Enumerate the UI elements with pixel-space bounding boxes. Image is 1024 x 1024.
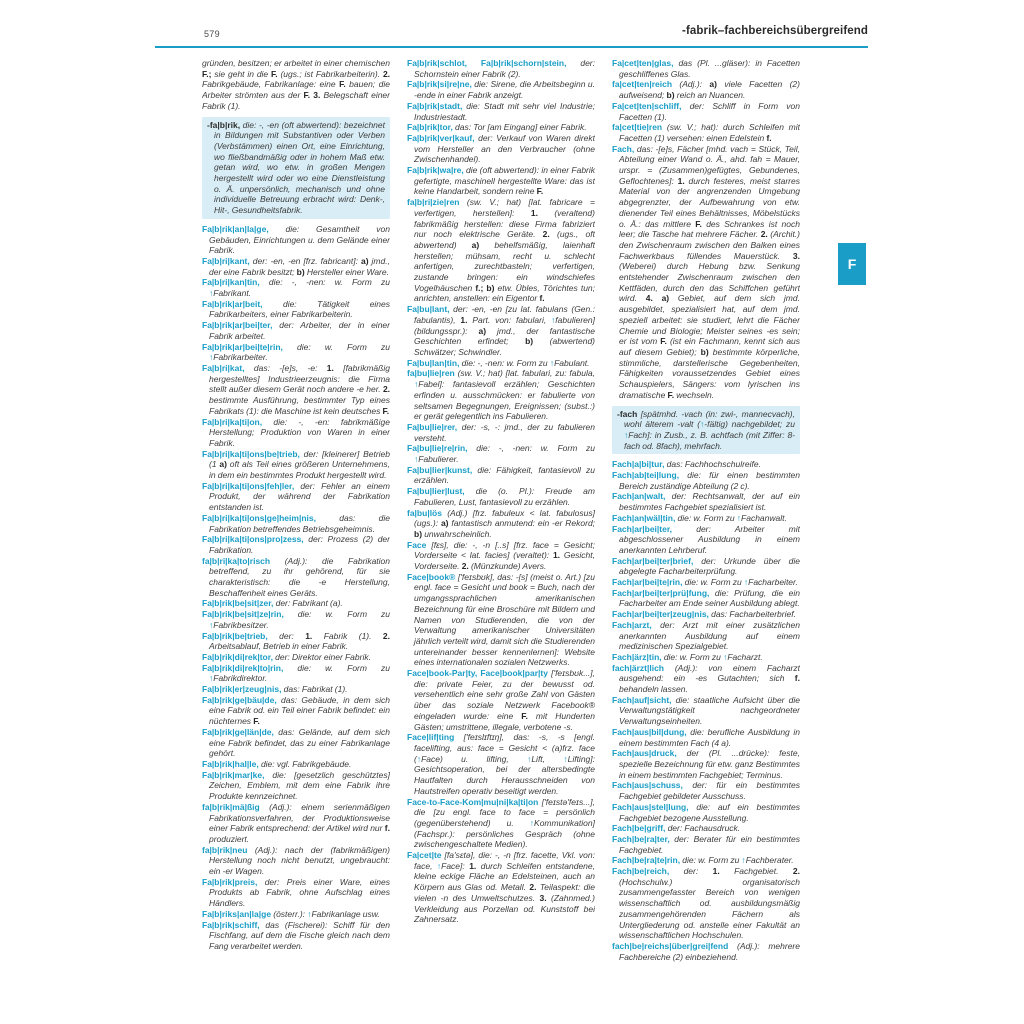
entry-body: die: Prüfung, die ein Facharbeiter am Ende seiner Ausbildung ablegt. <box>619 587 800 609</box>
dictionary-entry <box>612 513 800 524</box>
entry-headword: Fa|b|rik|ge|län|de, <box>202 726 274 737</box>
entry-body: das: Facharbeiterbrief. <box>711 609 796 620</box>
dictionary-entry <box>612 524 800 556</box>
dictionary-entry <box>202 631 390 652</box>
entry-headword: Fa|bu|lie|rer, <box>407 421 458 432</box>
entry-body: (sw. V.; hat) [lat. fabulari, zu: fabula, ↑Fabel]: fantasievoll erzählen; Geschichten erfinden u. ausschmücken: er fabulierte von seltsamen Begegnungen, Ereignissen; (subst.:) er gerät gelegentlich ins Fabulieren. <box>414 368 595 422</box>
entry-body: der: 1. Fachgebiet. 2. (Hochschulw.) organisatorisch zusammengefasster Bereich von wenigen wissenschaftlich od. ausbildungsmäßig zusammengehörenden Fächern als Untergliederung od. anstelle einer Fakultät an wissenschaftlichen Hochschulen. <box>619 866 800 941</box>
entry-headword: Fa|b|rik|si|re|ne, <box>407 79 472 90</box>
entry-headword: Fa|b|rik|be|sit|ze|rin, <box>202 609 284 620</box>
entry-body: der: Prozess (2) der Fabrikation. <box>209 534 390 555</box>
dictionary-entry <box>202 117 390 219</box>
entry-body: die: vgl. Fabrikgebäude. <box>260 759 352 769</box>
entry-headword: Fach|a|bi|tur, <box>612 459 665 470</box>
entry-body: der: Fehler an einem Produkt, der während der Fabrikation entstanden ist. <box>209 480 390 513</box>
entry-headword: Fa|b|rik|be|sit|zer, <box>202 598 274 609</box>
entry-body: die: w. Form zu ↑Fabrikbesitzer. <box>209 609 390 630</box>
entry-headword: Fa|b|rik|hal|le, <box>202 759 259 769</box>
dictionary-column-3 <box>612 58 800 1013</box>
entry-headword: Fa|b|rik|tor, <box>407 122 453 133</box>
entry-body: die: berufliche Ausbildung in einem bestimmten Fach (4 a). <box>619 726 800 748</box>
entry-body: das: Gelände, auf dem sich eine Fabrik befindet, das zu einer Fabrikanlage gehört. <box>209 726 390 759</box>
entry-headword: Fach|auf|sicht, <box>612 694 672 705</box>
dictionary-entry <box>612 577 800 588</box>
entry-body: der: Preis einer Ware, eines Produkts ab Fabrik, ohne Aufschlag eines Händlers. <box>209 876 390 909</box>
dictionary-entry <box>612 834 800 855</box>
dictionary-entry <box>202 320 390 341</box>
entry-headword: fa|bu|lös <box>407 507 442 518</box>
entry-body: das: Fachhochschulreife. <box>666 459 761 470</box>
dictionary-column-1 <box>202 58 390 1013</box>
dictionary-entry <box>407 850 595 925</box>
entry-headword: Fa|bu|lan|tin, <box>407 357 460 368</box>
entry-headword: Fach|aus|druck, <box>612 748 677 759</box>
dictionary-entry <box>202 342 390 363</box>
dictionary-entry <box>202 224 390 256</box>
dictionary-entry <box>407 572 595 668</box>
dictionary-entry <box>407 101 595 122</box>
page-number: 579 <box>204 29 220 39</box>
dictionary-entry <box>612 941 800 962</box>
dictionary-entry <box>407 358 595 369</box>
entry-body: das (Pl. ...gläser): in Facetten geschliffenes Glas. <box>619 58 800 79</box>
dictionary-entry <box>612 620 800 652</box>
entry-body: die: [gesetzlich geschütztes] Zeichen, Emblem, mit dem eine Fabrik ihre Produkte kennzeichnet. <box>209 769 390 802</box>
entry-headword: Fach|aus|bil|dung, <box>612 726 687 737</box>
entry-body: das: Tor [am Eingang] einer Fabrik. <box>455 122 587 133</box>
entry-body: die: staatliche Aufsicht über die Verwaltungstätigkeit nachgeordneter Verwaltungseinheiten. <box>619 694 800 727</box>
dictionary-entry <box>202 556 390 599</box>
entry-headword: Face|lif|ting <box>407 732 455 743</box>
entry-headword: Fa|b|ri|kat, <box>202 362 245 373</box>
entry-headword: Face|book-Par|ty, Face|book|par|ty <box>407 668 548 679</box>
dictionary-entry <box>407 197 595 304</box>
dictionary-entry <box>612 101 800 122</box>
entry-body: die: w. Form zu ↑Fabrikdirektor. <box>209 662 390 684</box>
entry-headword: Fach|ar|bei|ter|zeug|nis, <box>612 609 709 620</box>
entry-headword: Face <box>407 539 427 550</box>
entry-headword: Fach|ar|bei|ter|brief, <box>612 555 694 566</box>
dictionary-columns <box>202 58 800 1013</box>
entry-headword: Fa|b|rik|be|trieb, <box>202 630 268 641</box>
entry-body: [fa'sɛtə], die: -, -n [frz. facette, Vkl. von: face, ↑Face]: 1. durch Schleifen entstandene, kleine eckige Fläche an Edelsteinen, auch an Körpern aus Glas od. Metall. 2. Teilaspekt: die vielen -n des Umweltschutzes. 3. (Zahnmed.) Verkleidung aus Porzellan od. Kunststoff bei Zahnersatz. <box>414 850 595 925</box>
entry-headword: Fa|b|ri|ka|ti|ons|feh|ler, <box>202 480 295 491</box>
entry-headword: fa|b|rik|neu <box>202 844 248 855</box>
dictionary-entry <box>612 866 800 941</box>
section-letter-tab <box>838 243 866 285</box>
dictionary-entry <box>612 802 800 823</box>
entry-body: die: auf ein bestimmtes Fachgebiet bezogene Ausstellung. <box>619 801 800 823</box>
entry-headword: Fa|bu|lier|kunst, <box>407 464 473 475</box>
dictionary-entry <box>202 609 390 630</box>
entry-headword: Face-to-Face-Kom|mu|ni|ka|ti|on <box>407 796 539 807</box>
dictionary-entry <box>407 486 595 507</box>
entry-body: die: -, -en: fabrikmäßige Herstellung; Produktion von Waren in einer Fabrik. <box>209 416 390 448</box>
entry-body: der: -s, -: jmd., der zu fabulieren versteht. <box>414 421 595 443</box>
entry-body: (sw. V.; hat) [lat. fabricare = verfertigen, herstellen]: 1. (veraltend) fabrikmäßig herstellen: diese Firma fabriziert nur noch elektrische Geräte. 2. (ugs., oft abwertend) a) behelfsmäßig, laienhaft herstellen; mühsam, recht u. schlecht anfertigen, zurechtbasteln; verfertigen, zustande bringen: ein windschiefes Vogelhäuschen f.; b) etw. Übles, Törichtes tun; anrichten, anstellen: ein Eigentor f. <box>414 197 595 304</box>
dictionary-entry <box>612 58 800 79</box>
entry-body: (Adj.): einem serienmäßigen Fabrikationsverfahren, der Produktionsweise einer Fabrik entsprechend: der Artikel wird nur f. produziert. <box>209 801 390 844</box>
entry-headword: Fa|b|rik|di|rek|tor, <box>202 651 273 662</box>
entry-headword: Fa|cet|ten|schliff, <box>612 100 682 111</box>
header-rule <box>155 46 868 48</box>
dictionary-entry <box>407 797 595 851</box>
dictionary-entry <box>612 406 800 455</box>
entry-body: die: für einen bestimmten Bereich zuständige Abteilung (2 c). <box>619 470 800 491</box>
entry-headword: Fach|ar|bei|te|rin, <box>612 577 683 588</box>
entry-body: der: Fachausdruck. <box>667 823 741 834</box>
entry-body: der: Berater für ein bestimmtes Fachgebiet. <box>619 833 800 855</box>
entry-headword: Fa|b|rik|an|la|ge, <box>202 223 269 234</box>
dictionary-entry <box>202 877 390 909</box>
entry-headword: Fach|arzt, <box>612 619 652 630</box>
entry-body: der: 1. Fabrik (1). 2. Arbeitsablauf, Betrieb in einer Fabrik. <box>209 630 390 652</box>
dictionary-entry <box>612 748 800 780</box>
entry-headword: Fa|bu|lant, <box>407 304 450 315</box>
entry-headword: Fa|b|ri|ka|ti|ons|be|trieb, <box>202 448 300 459</box>
entry-body: die: Tätigkeit eines Fabrikarbeiters, einer Fabrikarbeiterin. <box>209 298 390 320</box>
entry-body: die (oft abwertend): in einer Fabrik gefertigte, maschinell hergestellte Ware: das ist keine Handarbeit, sondern reine F. <box>414 165 595 197</box>
dictionary-entry <box>202 481 390 513</box>
dictionary-entry <box>612 122 800 143</box>
entry-headword: Fach|be|griff, <box>612 823 666 834</box>
entry-body: die: w. Form zu ↑Facharbeiter. <box>684 577 798 588</box>
entry-headword: Fa|b|rik|er|zeug|nis, <box>202 684 282 695</box>
entry-headword: Fa|bu|lie|re|rin, <box>407 443 468 454</box>
dictionary-entry <box>202 277 390 298</box>
dictionary-entry <box>612 588 800 609</box>
entry-headword: Fa|b|ri|kant, <box>202 255 250 266</box>
entry-body: (Adj.): von einem Facharzt ausgehend: ein -es Gutachten; sich f. behandeln lassen. <box>619 662 800 695</box>
dictionary-entry <box>407 508 595 540</box>
entry-headword: Fach, <box>612 143 635 154</box>
entry-headword: Fach|an|walt, <box>612 491 666 502</box>
dictionary-entry <box>202 920 390 952</box>
entry-body: die: w. Form zu ↑Fachberater. <box>682 855 794 866</box>
dictionary-entry <box>202 363 390 417</box>
entry-headword: Fach|be|ra|te|rin, <box>612 855 681 866</box>
dictionary-entry <box>202 684 390 695</box>
entry-body: gründen, besitzen; er arbeitet in einer chemischen F.; sie geht in die F. (ugs.; ist Fabrikarbeiterin). 2. Fabrikgebäude, Fabrikanlage: eine F. bauen; die Arbeiter strömten aus der F. 3. Belegschaft einer Fabrik (1). <box>202 58 390 111</box>
entry-body: das: Fabrikat (1). <box>283 684 348 695</box>
entry-headword: Face|book® <box>407 571 456 582</box>
entry-headword: fa|cet|ten|reich <box>612 79 673 90</box>
dictionary-entry <box>202 663 390 684</box>
entry-body: die (o. Pl.): Freude am Fabulieren, Lust, fantasievoll zu erzählen. <box>414 486 595 507</box>
entry-body: ['feɪslɪftɪŋ], das: -s, -s [engl. facelifting, aus: face = Gesicht < (a)frz. face (↑Face) u. lifting, ↑Lift, ↑Lifting]: Gesichtsoperation, bei der altersbedingte Hautfalten durch Herausschneiden von Hautstreifen operativ beseitigt werden. <box>414 732 595 796</box>
dictionary-entry <box>407 122 595 133</box>
entry-continuation <box>202 58 390 112</box>
entry-body: die: Stadt mit sehr viel Industrie; Industriestadt. <box>414 100 595 122</box>
entry-headword: fa|b|rik|mä|ßig <box>202 801 260 812</box>
entry-headword: Fa|b|rik|ar|bei|ter, <box>202 320 273 331</box>
entry-headword: Fa|bu|lier|lust, <box>407 486 465 497</box>
dictionary-entry <box>612 855 800 866</box>
dictionary-entry <box>202 534 390 555</box>
entry-body: die: w. Form zu ↑Fachanwalt. <box>677 512 787 523</box>
entry-headword: fach|be|reichs|über|grei|fend <box>612 940 729 951</box>
entry-headword: Fa|b|rik|stadt, <box>407 100 463 111</box>
dictionary-entry <box>202 513 390 534</box>
entry-body: (österr.): ↑Fabrikanlage usw. <box>273 908 380 919</box>
dictionary-entry <box>612 459 800 470</box>
entry-body: die: -, -nen: w. Form zu ↑Fabulant. <box>461 357 590 368</box>
entry-body: das (Fischerei): Schiff für den Fischfang, auf dem die Fische gleich nach dem Fang verarbeitet werden. <box>209 919 390 951</box>
dictionary-entry <box>407 165 595 197</box>
entry-headword: Fa|b|rik|wa|re, <box>407 165 464 176</box>
dictionary-entry <box>612 727 800 748</box>
entry-body: der: [kleinerer] Betrieb (1 a) oft als Teil eines größeren Unternehmens, in dem ein bestimmtes Produkt hergestellt wird. <box>209 448 390 481</box>
entry-headword: Fa|b|ri|ka|ti|on, <box>202 416 263 427</box>
dictionary-entry <box>202 449 390 481</box>
entry-body: der: Schornstein einer Fabrik (2). <box>414 58 595 79</box>
entry-body: der: -en, -en [frz. fabricant]: a) jmd., der eine Fabrik besitzt; b) Hersteller einer Ware. <box>209 255 390 277</box>
entry-body: (Adj.) [frz. fabuleux < lat. fabulosus] (ugs.): a) fantastisch anmutend: ein -er Rekord; b) unwahrscheinlich. <box>414 507 595 539</box>
dictionary-entry <box>202 695 390 727</box>
page-header-title: -fabrik–fachbereichsübergreifend <box>682 25 868 37</box>
entry-headword: Fa|b|ri|ka|ti|ons|ge|heim|nis, <box>202 512 316 523</box>
dictionary-entry <box>407 465 595 486</box>
entry-body: der: Direktor einer Fabrik. <box>275 651 371 662</box>
entry-headword: fa|cet|tie|ren <box>612 122 663 133</box>
entry-body: der: Verkauf von Waren direkt vom Hersteller an den Verbraucher (ohne Zwischenhandel). <box>414 132 595 165</box>
entry-body: der: für ein bestimmtes Fachgebiet gebildeter Ausschuss. <box>619 780 800 802</box>
entry-headword: fa|bu|lie|ren <box>407 368 455 379</box>
entry-body: der: -en, -en [zu lat. fabulans (Gen.: fabulantis), 1. Part. von: fabulari, ↑fabulieren] (bildungsspr.): a) jmd., der fantastische Geschichten erfindet; b) (abwertend) Schwätzer; Schwindler. <box>414 304 595 357</box>
entry-body: (Adj.): nach der (fabrikmäßigen) Herstellung noch nicht benutzt, ungebraucht: ein -er Wagen. <box>209 844 390 877</box>
entry-body: der: Arbeiter, der in einer Fabrik arbeitet. <box>209 320 390 341</box>
entry-headword: Fa|b|rik|mar|ke, <box>202 769 265 780</box>
dictionary-entry <box>612 470 800 491</box>
dictionary-entry <box>202 598 390 609</box>
dictionary-entry <box>407 304 595 358</box>
entry-body: das: die Fabrikation betreffendes Betriebsgeheimnis. <box>209 512 390 534</box>
dictionary-entry <box>612 663 800 695</box>
dictionary-entry <box>202 770 390 802</box>
entry-body: die: -, -nen: w. Form zu ↑Fabulierer. <box>414 443 595 465</box>
entry-body: [spätmhd. -vach (in: zwi-, mannecvach), wohl älterem -valt (↑-fältig) nachgebildet; zu ↑Fach]: in Zusb., z. B. achtfach (mit Ziffer: 8-fach od. 8fach), mehrfach. <box>624 408 796 451</box>
entry-body: der: Schliff in Form von Facetten (1). <box>619 100 800 122</box>
dictionary-entry <box>202 256 390 277</box>
entry-headword: Fach|an|wäl|tin, <box>612 512 676 523</box>
dictionary-entry <box>612 823 800 834</box>
dictionary-entry <box>407 732 595 796</box>
entry-headword: Fa|b|rik|preis, <box>202 876 258 887</box>
entry-headword: Fach|ärz|tin, <box>612 651 662 662</box>
entry-body: der: Urkunde über die abgelegte Facharbeiterprüfung. <box>619 555 800 577</box>
entry-body: das: -[e]s, Fächer [mhd. vach = Stück, Teil, Abteilung einer Wand o. Ä., ahd. fah = Mauer, urspr. = (Zusammen)gefügtes, Gebundenes, Geflochtenes]: 1. durch festeres, meist starres Material von der angrenzenden Umgebung abgegrenzter, der Aufbewahrung von etw. dienender Teil eines Behältnisses, Möbelstücks o. Ä.: das mittlere F. des Schrankes ist noch leer; die Tasche hat mehrere Fächer. 2. (Archit.) den Zwischenraum zwischen den Balken eines Fachwerkbaus füllendes Mauerstück. 3. (Weberei) durch Hebung bzw. Senkung entstehender Zwischenraum zwischen den Kettfäden, durch den das Schiffchen geführt wird. 4. a) Gebiet, auf dem sich jmd. ausgebildet, spezialisiert hat, auf dem jmd. speziell arbeitet: sie studiert, lehrt die Fächer Chemie und Biologie; Meister seines -es sein; er ist vom F. (ist ein Fachmann, kennt sich aus auf diesem Gebiet); b) bestimmte körperliche, stimmliche, darstellerische Gegebenheiten, Fähigkeiten voraussetzendes Gebiet eines Schauspielers, Sängers: vom lyrischen ins dramatische F. wechseln. <box>619 143 800 400</box>
section-letter: F <box>847 256 857 272</box>
entry-body: die: w. Form zu ↑Facharzt. <box>663 651 763 662</box>
entry-body: die: w. Form zu ↑Fabrikarbeiter. <box>209 341 390 363</box>
entry-headword: Fa|b|rik|ar|bei|te|rin, <box>202 341 283 352</box>
entry-body: die: Sirene, die Arbeitsbeginn u. -ende in einer Fabrik anzeigt. <box>414 79 595 101</box>
entry-headword: Fach|be|reich, <box>612 866 670 877</box>
entry-body: das: -[e]s, -e: 1. [fabrikmäßig hergestelltes] Industrieerzeugnis: die Firma stellt außer diesem Gerät noch andere -e her. 2. bestimmte Ausführung, bestimmter Typ eines Fabrikats (1): die Maschine ist kein deutsches F. <box>209 362 390 416</box>
entry-body: der: Arbeiter mit abgeschlossener Ausbildung in einem anerkannten Lehrberuf. <box>619 523 800 555</box>
dictionary-entry <box>407 79 595 100</box>
entry-body: der (Pl. ...drücke): feste, spezielle Bezeichnung für etw. ganz Bestimmtes in einem bestimmten Fachgebiet; Terminus. <box>619 748 800 780</box>
entry-body: [fɛs], die: -, -n [..s] [frz. face = Gesicht; Vorderseite < lat. facies] (veraltet): 1. Gesicht, Vorderseite. 2. (Münzkunde) Avers. <box>414 539 595 572</box>
dictionary-entry <box>202 802 390 845</box>
entry-headword: Fach|ab|tei|lung, <box>612 470 680 481</box>
dictionary-entry <box>612 144 800 401</box>
dictionary-entry <box>612 556 800 577</box>
entry-headword: fach|ärzt|lich <box>612 662 664 673</box>
entry-body: ['feɪsbʊk], das: -[s] (meist o. Art.) [zu engl. face = Gesicht und book = Buch, nach der umgangssprachlichen amerikanischen Bezeichnung für eine Broschüre mit Bildern und Namen von Studierenden, die von der Verwaltung amerikanischer Universitäten jährlich verteilt wird, damit sich die Studierenden untereinander besser kennenlernen]: Website eines internationalen sozialen Netzwerks. <box>414 571 595 668</box>
entry-headword: Fa|b|ri|kan|tin, <box>202 277 260 288</box>
dictionary-entry <box>612 695 800 727</box>
entry-headword: Fach|be|ra|ter, <box>612 833 670 844</box>
entry-headword: Fa|b|rik|ge|bäu|de, <box>202 694 277 705</box>
dictionary-entry <box>202 909 390 920</box>
dictionary-entry <box>202 759 390 770</box>
entry-headword: fa|b|ri|zie|ren <box>407 197 460 208</box>
entry-body: der: Fabrikant (a). <box>275 598 343 609</box>
dictionary-entry <box>407 133 595 165</box>
dictionary-entry <box>202 845 390 877</box>
dictionary-entry <box>407 58 595 79</box>
entry-headword: Fa|b|rik|schlot, Fa|b|rik|schorn|stein, <box>407 58 567 68</box>
dictionary-entry <box>202 652 390 663</box>
entry-body: (Adj.): die Fabrikation betreffend, zu ihr gehörend, für sie charakteristisch: die -e Herstellung, Beschaffenheit eines Geräts. <box>209 555 390 598</box>
dictionary-entry <box>407 368 595 422</box>
entry-headword: Fa|cet|te <box>407 850 442 861</box>
entry-body: das: Gebäude, in dem sich eine Fabrik od. ein Teil einer Fabrik befindet: ein nüchternes F. <box>209 694 390 727</box>
dictionary-column-2 <box>407 58 595 1013</box>
entry-body: (Adj.): mehrere Fachbereiche (2) einbeziehend. <box>619 940 800 962</box>
entry-headword: Fa|b|rik|schiff, <box>202 919 260 930</box>
dictionary-entry <box>407 443 595 464</box>
entry-body: ['feɪsbʊk...], die: private Feier, zu der bewusst od. versehentlich eine sehr große Zahl von Gästen über das soziale Netzwerk Facebook® eingeladen wurde: eine F. mit Hunderten Gästen; umstrittene, illegale, verbotene -s. <box>414 668 595 732</box>
entry-body: die: -, -nen: w. Form zu ↑Fabrikant. <box>209 277 390 299</box>
dictionary-entry <box>407 668 595 732</box>
entry-headword: Fa|cet|ten|glas, <box>612 58 674 68</box>
dictionary-entry <box>407 540 595 572</box>
entry-body: die: Gesamtheit von Gebäuden, Einrichtungen u. dem Gelände einer Fabrik. <box>209 223 390 256</box>
dictionary-entry <box>612 652 800 663</box>
dictionary-entry <box>612 780 800 801</box>
entry-headword: Fach|ar|bei|ter, <box>612 523 673 534</box>
entry-headword: fa|b|ri|ka|to|risch <box>202 555 271 566</box>
entry-body: (sw. V.; hat): durch Schleifen mit Facetten (1) versehen: einen Edelstein f. <box>619 122 800 143</box>
entry-headword: Fach|aus|schuss, <box>612 780 683 791</box>
entry-body: die: -, -en (oft abwertend): bezeichnet in Bildungen mit Substantiven oder Verben (Verbstämmen) einen Ort, eine Einrichtung, wo fließbandmäßig oder in hohem Maß etw. getan wird, wo etw. in großen Mengen hergestellt wird oder wo eine Dienstleistung o. Ä. unpersönlich, mechanisch und ohne individuelle Betreuung erbracht wird: Denk-, Hit-, Gesundheitsfabrik. <box>214 119 386 216</box>
entry-headword: -fa|b|rik, <box>207 119 241 130</box>
dictionary-entry <box>202 417 390 449</box>
dictionary-entry <box>612 79 800 100</box>
entry-headword: Fa|b|rik|ar|beit, <box>202 298 263 309</box>
entry-headword: -fach <box>617 408 638 419</box>
entry-headword: Fach|aus|stel|lung, <box>612 801 689 812</box>
entry-body: ['feɪstə'feɪs...], die [zu engl. face to face = persönlich (gegenüberstehend) u. ↑Kommunikation] (Fachspr.): persönliches Gespräch (ohne zwischengeschaltete Medien). <box>414 796 595 850</box>
entry-body: der: Rechtsanwalt, der auf ein bestimmtes Fachgebiet spezialisiert ist. <box>619 491 800 513</box>
dictionary-entry <box>202 299 390 320</box>
entry-headword: Fa|b|ri|ka|ti|ons|pro|zess, <box>202 534 304 545</box>
entry-body: der: Arzt mit einer zusätzlichen anerkannten Ausbildung auf einem medizinischen Spezialgebiet. <box>619 619 800 652</box>
entry-headword: Fach|ar|bei|ter|prü|fung, <box>612 587 710 598</box>
dictionary-entry <box>202 727 390 759</box>
entry-headword: Fa|b|riks|an|la|ge <box>202 908 272 919</box>
entry-body: die: Fähigkeit, fantasievoll zu erzählen. <box>414 464 595 486</box>
dictionary-entry <box>612 609 800 620</box>
entry-headword: Fa|b|rik|di|rek|to|rin, <box>202 662 284 673</box>
entry-body: (Adj.): a) viele Facetten (2) aufweisend; b) reich an Nuancen. <box>619 79 800 101</box>
entry-headword: Fa|b|rik|ver|kauf, <box>407 132 475 143</box>
dictionary-entry <box>407 422 595 443</box>
dictionary-entry <box>612 491 800 512</box>
